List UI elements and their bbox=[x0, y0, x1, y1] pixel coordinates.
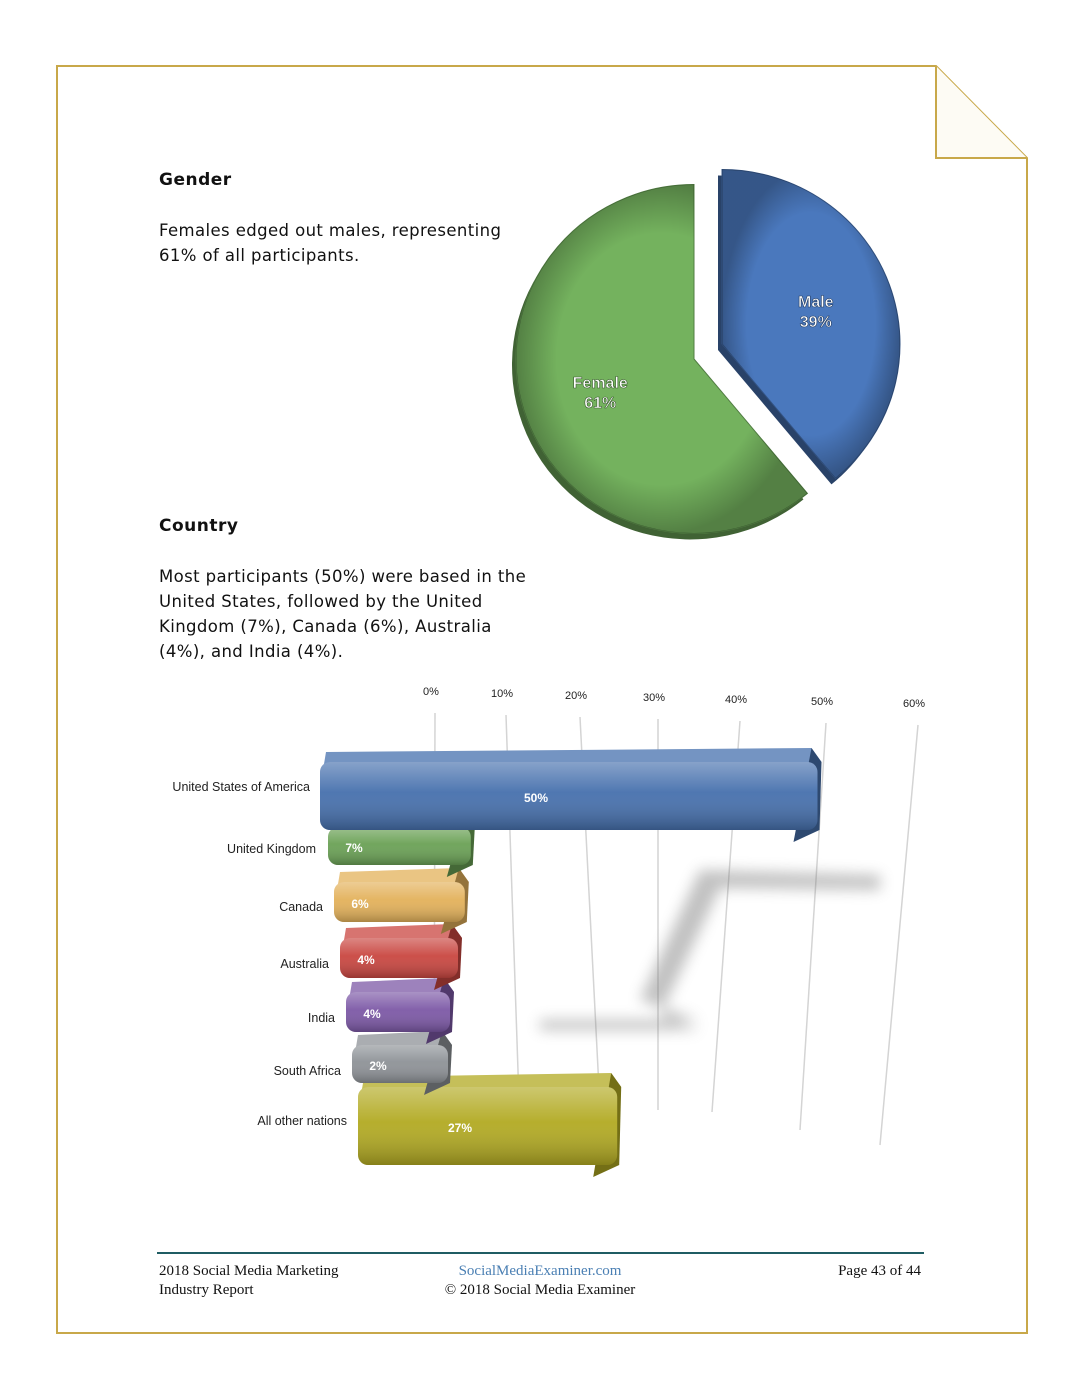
x-tick-label: 50% bbox=[810, 696, 834, 708]
bar-value-label: 4% bbox=[357, 953, 375, 967]
footer-rule bbox=[157, 1252, 924, 1254]
grid-line bbox=[880, 725, 918, 1145]
bar-all-other-nations bbox=[358, 1073, 621, 1177]
footer-report-title bbox=[159, 1262, 339, 1300]
x-tick-label: 30% bbox=[642, 692, 666, 704]
category-label: All other nations bbox=[257, 1114, 347, 1128]
footer-site-link[interactable]: SocialMediaExaminer.com bbox=[458, 1263, 622, 1279]
footer-copyright: © 2018 Social Media Examiner bbox=[444, 1282, 636, 1298]
bar-value-label: 27% bbox=[447, 1121, 473, 1135]
bar-value-label: 50% bbox=[523, 791, 549, 805]
pie-slice-value: 39% bbox=[799, 313, 832, 331]
pie-slice-label: Male bbox=[797, 293, 834, 311]
gender-text-line: 61% of all participants. bbox=[159, 246, 360, 265]
category-label: India bbox=[307, 1011, 335, 1025]
category-label: United States of America bbox=[172, 780, 310, 794]
x-tick-label: 40% bbox=[724, 694, 748, 706]
bar-value-label: 7% bbox=[345, 841, 363, 855]
gender-text-line: Females edged out males, representing bbox=[159, 221, 502, 240]
category-label: United Kingdom bbox=[227, 842, 316, 856]
x-tick-label: 0% bbox=[423, 686, 439, 698]
page-number: Page 43 of 44 bbox=[838, 1263, 921, 1279]
bar-value-label: 2% bbox=[369, 1059, 387, 1073]
footer-report-line: 2018 Social Media Marketing bbox=[159, 1263, 339, 1279]
x-tick-label: 60% bbox=[902, 698, 926, 710]
bar-canada bbox=[334, 868, 469, 934]
bar-value-label: 6% bbox=[351, 897, 369, 911]
category-label: Canada bbox=[279, 900, 323, 914]
country-text-line: (4%), and India (4%). bbox=[159, 642, 344, 661]
bar-value-label: 4% bbox=[363, 1007, 381, 1021]
pie-slice-label: Female bbox=[572, 375, 628, 393]
footer-page-number bbox=[780, 1262, 921, 1281]
footer-center bbox=[330, 1262, 750, 1300]
bar-floor-shadow bbox=[540, 870, 880, 1030]
country-text-line: Most participants (50%) were based in the bbox=[159, 567, 527, 586]
x-tick-label: 10% bbox=[490, 688, 514, 700]
pie-slice-value: 61% bbox=[584, 395, 617, 413]
footer-report-line: Industry Report bbox=[159, 1282, 254, 1298]
x-tick-label: 20% bbox=[564, 690, 588, 702]
category-label: Australia bbox=[280, 957, 329, 971]
category-label: South Africa bbox=[273, 1064, 341, 1078]
country-text-line: United States, followed by the United bbox=[159, 592, 483, 611]
country-text-line: Kingdom (7%), Canada (6%), Australia bbox=[159, 617, 492, 636]
bar-united-states-of-america bbox=[320, 748, 822, 842]
gender-heading: Gender bbox=[159, 170, 232, 190]
country-heading: Country bbox=[159, 516, 239, 536]
